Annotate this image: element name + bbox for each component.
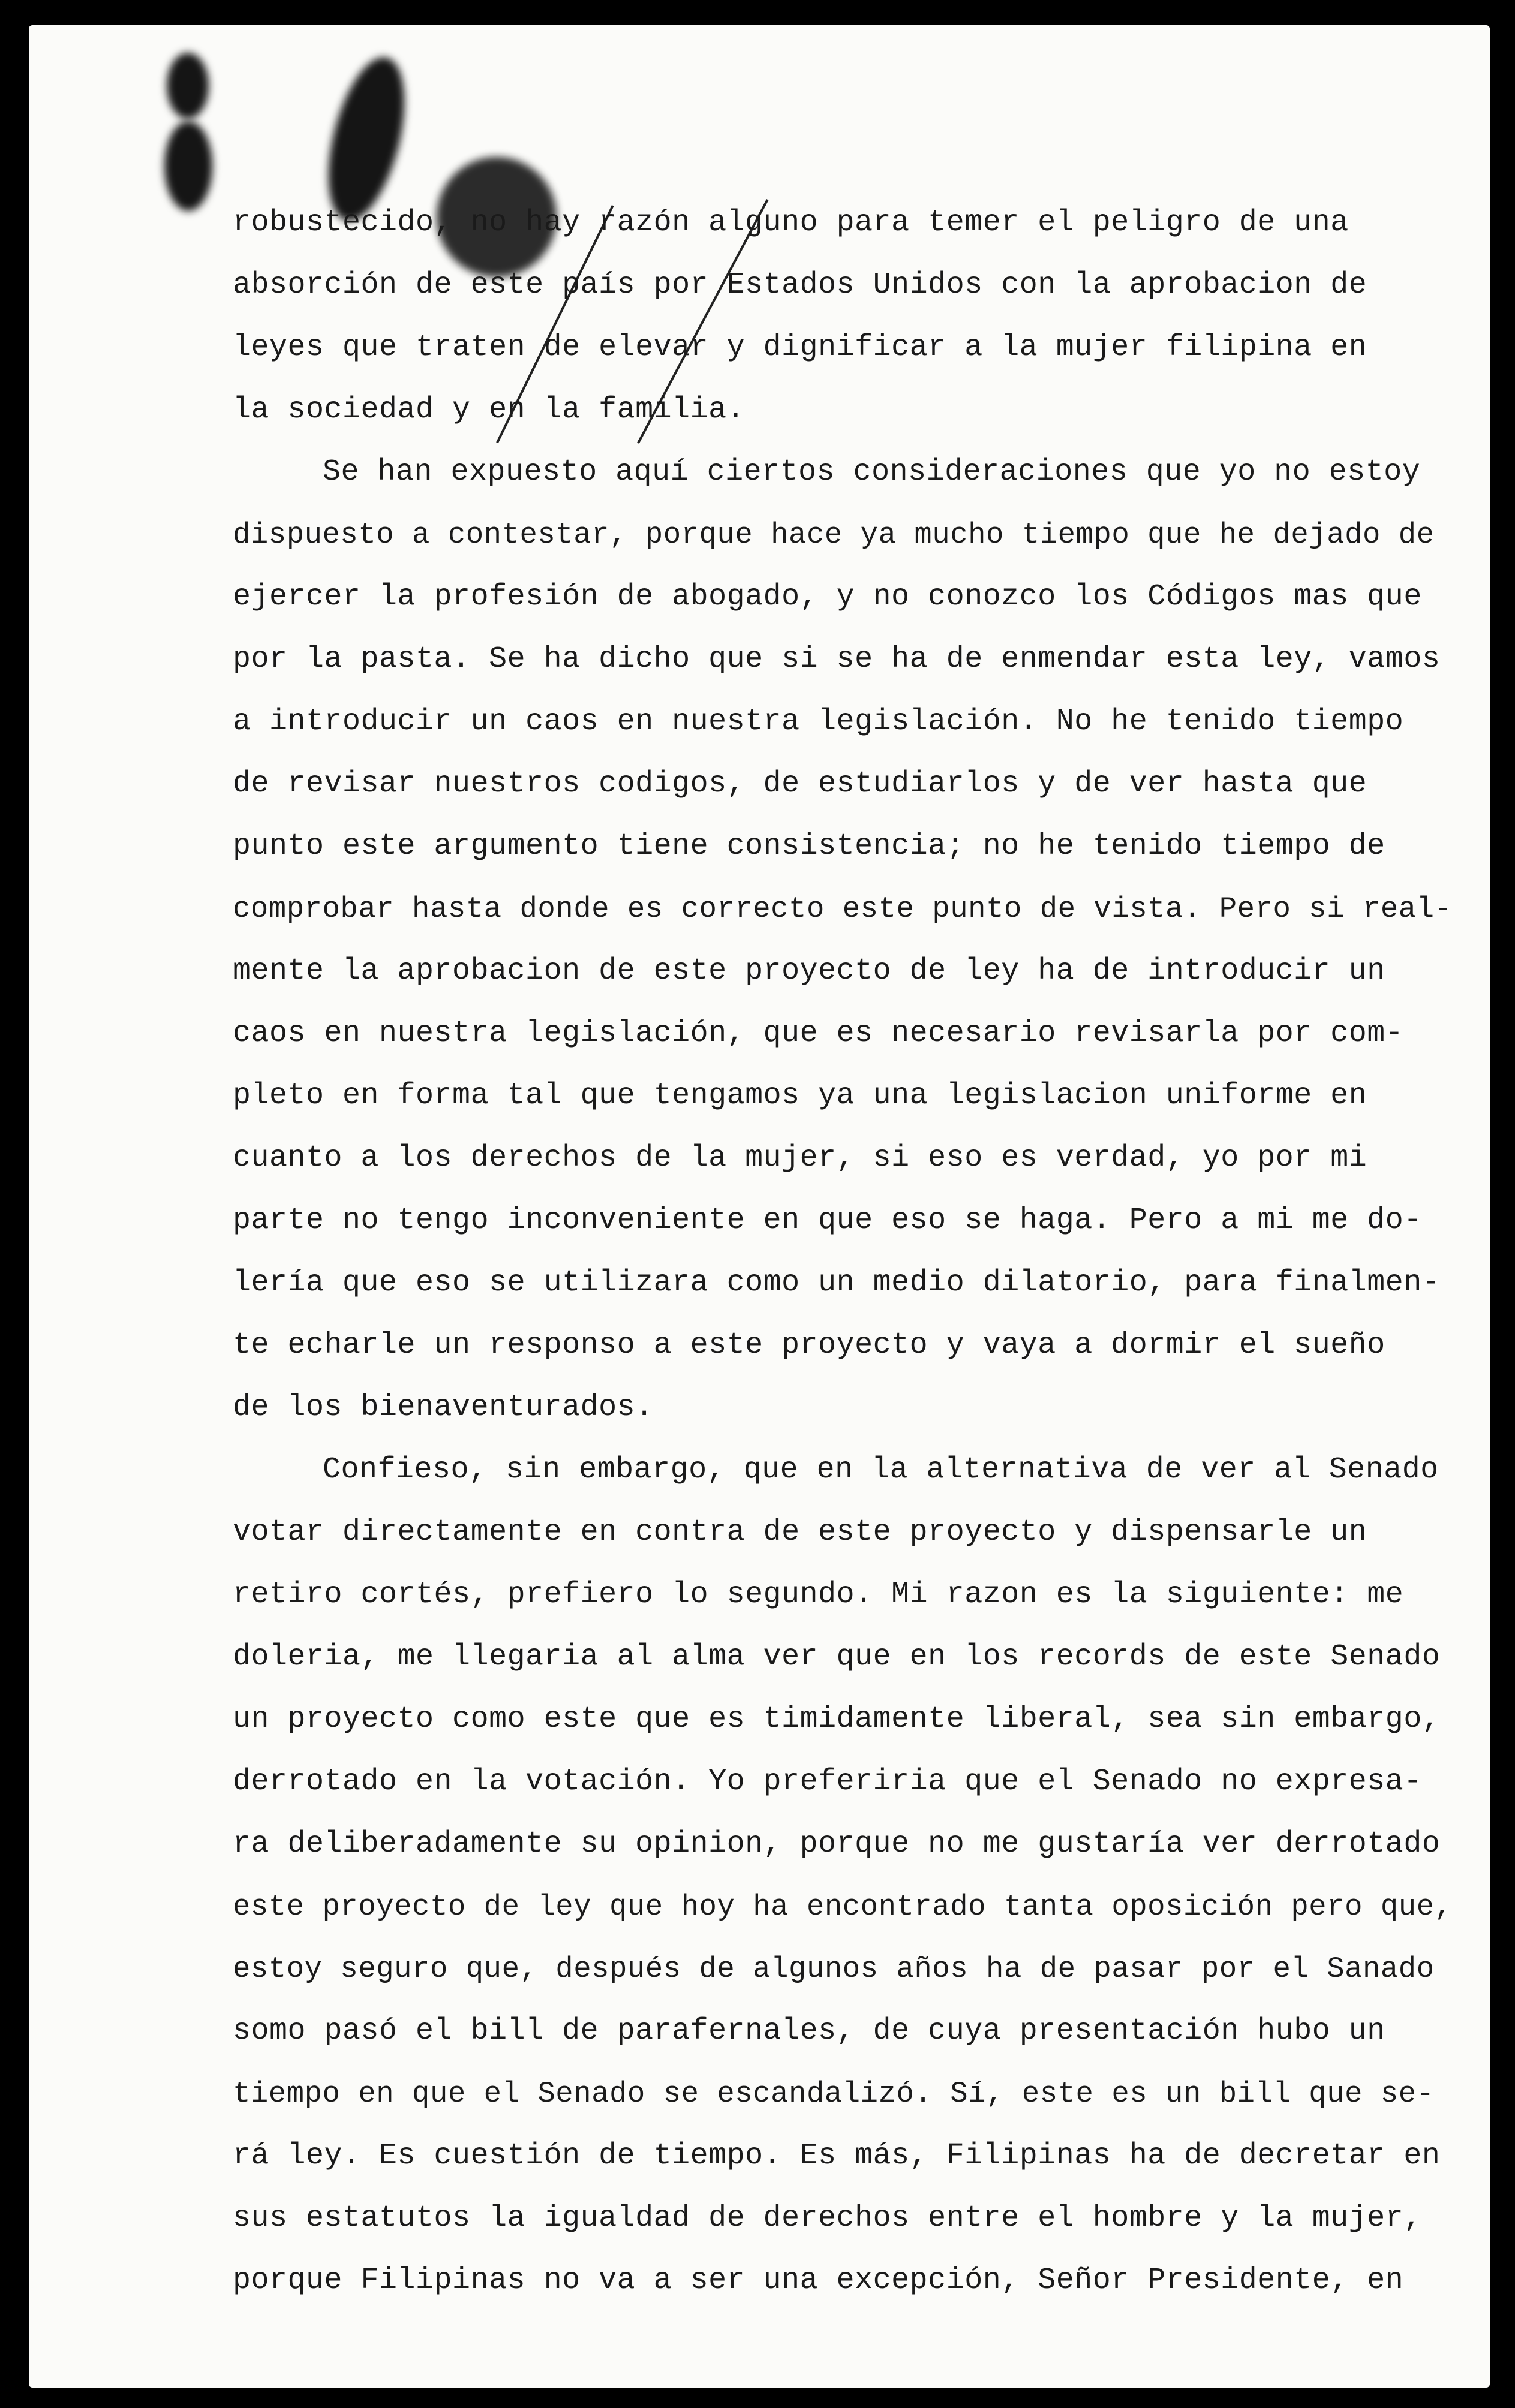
text-line: te echarle un responso a este proyecto y vaya a dormir el sueño — [233, 1328, 1385, 1362]
text-line: de revisar nuestros codigos, de estudiarlos y de ver hasta que — [233, 767, 1367, 801]
text-line: leyes que traten de elevar y dignificar a la mujer filipina en — [233, 330, 1367, 365]
text-line: tiempo en que el Senado se escandalizó. Sí, este es un bill que se- — [233, 2077, 1435, 2111]
text-line: dispuesto a contestar, porque hace ya mucho tiempo que he dejado de — [233, 518, 1435, 552]
text-line: punto este argumento tiene consistencia; no he tenido tiempo de — [233, 829, 1385, 863]
text-line: sus estatutos la igualdad de derechos entre el hombre y la mujer, — [233, 2201, 1422, 2235]
text-line: de los bienaventurados. — [233, 1390, 654, 1425]
text-line: por la pasta. Se ha dicho que si se ha de enmendar esta ley, vamos — [233, 642, 1441, 676]
text-line: absorción de este país por Estados Unidos con la aprobacion de — [233, 268, 1367, 302]
text-line: la sociedad y en la familia. — [233, 393, 746, 427]
text-line: doleria, me llegaria al alma ver que en los records de este Senado — [233, 1640, 1441, 1674]
ink-blot — [164, 121, 212, 211]
text-line: derrotado en la votación. Yo preferiria que el Senado no expresa- — [233, 1765, 1422, 1799]
text-line: lería que eso se utilizara como un medio dilatorio, para finalmen- — [233, 1266, 1441, 1300]
text-line: ra deliberadamente su opinion, porque no me gustaría ver derrotado — [233, 1827, 1441, 1861]
text-line: porque Filipinas no va a ser una excepción, Señor Presidente, en — [233, 2263, 1404, 2298]
document-body — [233, 192, 1456, 2312]
ink-blot — [167, 53, 209, 119]
text-line: un proyecto como este que es timidamente liberal, sea sin embargo, — [233, 1702, 1441, 1736]
text-line: a introducir un caos en nuestra legislación. No he tenido tiempo — [233, 705, 1404, 739]
text-line: mente la aprobacion de este proyecto de ley ha de introducir un — [233, 954, 1385, 988]
text-line: somo pasó el bill de parafernales, de cuya presentación hubo un — [233, 2014, 1385, 2048]
text-line: caos en nuestra legislación, que es necesario revisarla por com- — [233, 1016, 1404, 1051]
text-line: parte no tengo inconveniente en que eso se haga. Pero a mi me do- — [233, 1203, 1422, 1238]
text-line: estoy seguro que, después de algunos años ha de pasar por el Sanado — [233, 1952, 1435, 1986]
text-line: votar directamente en contra de este proyecto y dispensarle un — [233, 1515, 1367, 1549]
text-line: Confieso, sin embargo, que en la alternativa de ver al Senado — [323, 1453, 1439, 1487]
text-line: comprobar hasta donde es correcto este punto de vista. Pero si real- — [233, 892, 1453, 926]
text-line: cuanto a los derechos de la mujer, si eso es verdad, yo por mi — [233, 1141, 1367, 1175]
text-line: pleto en forma tal que tengamos ya una legislacion uniforme en — [233, 1079, 1367, 1113]
text-line: este proyecto de ley que hoy ha encontrado tanta oposición pero que, — [233, 1890, 1453, 1924]
text-line: retiro cortés, prefiero lo segundo. Mi razon es la siguiente: me — [233, 1578, 1404, 1612]
text-line: ejercer la profesión de abogado, y no conozco los Códigos mas que — [233, 580, 1422, 614]
text-line: rá ley. Es cuestión de tiempo. Es más, Filipinas ha de decretar en — [233, 2139, 1441, 2173]
text-line: robustecido, no hay razón alguno para temer el peligro de una — [233, 206, 1349, 240]
text-line: Se han expuesto aquí ciertos consideraciones que yo no estoy — [323, 455, 1421, 489]
